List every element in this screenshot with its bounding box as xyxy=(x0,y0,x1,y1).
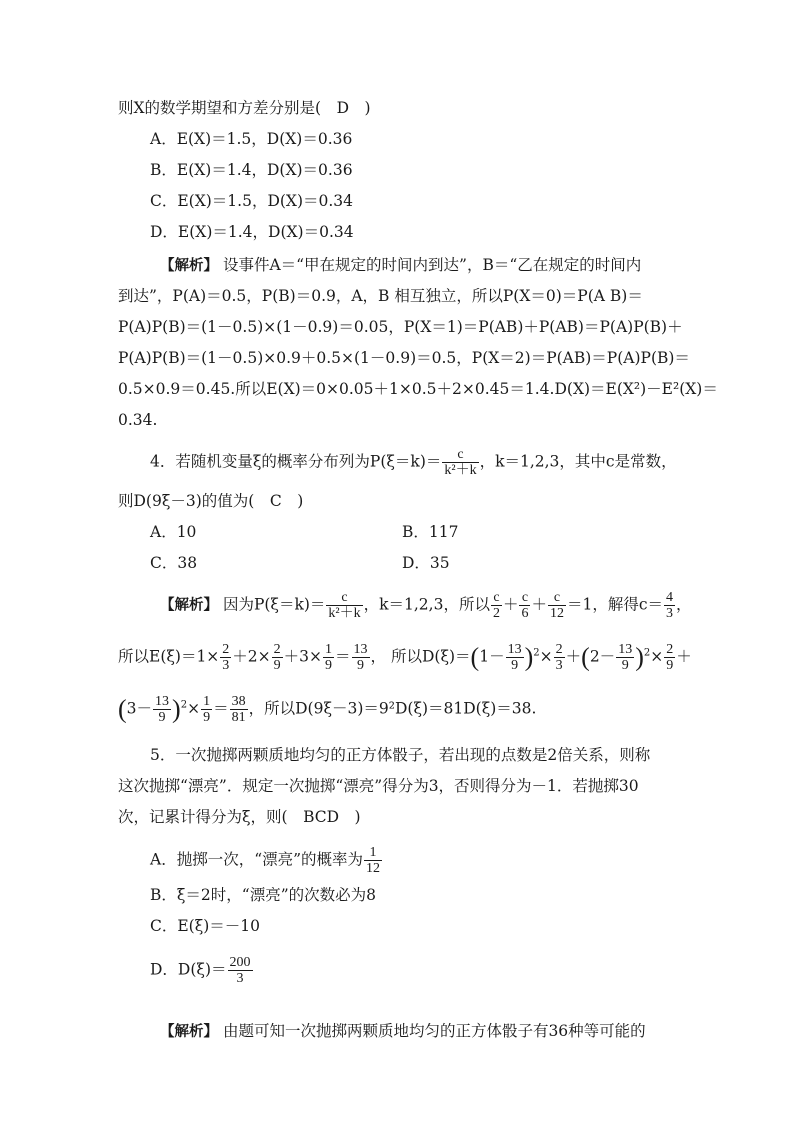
fraction: $\frac{c}{6}$ xyxy=(521,590,529,621)
q5-option-c: C．E(ξ)＝－10 xyxy=(150,917,261,935)
analysis-tag: 【解析】 xyxy=(160,597,218,614)
q5-analysis-line-1: 【解析】 由题可知一次抛掷两颗质地均匀的正方体骰子有36种等可能的 xyxy=(160,1022,646,1040)
analysis-tag: 【解析】 xyxy=(160,1024,218,1040)
q5-option-b: B．ξ＝2时，“漂亮”的次数必为8 xyxy=(150,886,376,904)
q3-analysis-line-5: 0.5×0.9＝0.45.所以E(X)＝0×0.05＋1×0.5＋2×0.45＝1.4.D(X)＝E(X²)－E²(X)＝ xyxy=(118,380,718,398)
q4-option-d: D．35 xyxy=(402,554,450,572)
q3-analysis-line-6: 0.34. xyxy=(118,411,158,429)
question-number: 5． xyxy=(150,746,176,764)
fraction: $\frac{c}{2}$ xyxy=(492,590,500,621)
fraction: $\frac{c}{\text{k²＋k}}$ xyxy=(444,447,477,478)
q5-option-d: D．D(ξ)＝ $\frac{200}{3}$ xyxy=(150,955,251,986)
q3-analysis-line-3: P(A)P(B)＝(1－0.5)×(1－0.9)＝0.05，P(X＝1)＝P(AB)＋P(AB)＝P(A)P(B)＋ xyxy=(118,318,683,336)
q4-option-a: A．10 xyxy=(150,523,197,541)
fraction: $\frac{c}{12}$ xyxy=(549,590,564,621)
fraction: $\frac{c}{\text{k²＋k}}$ xyxy=(328,590,361,621)
fraction: $\frac{200}{3}$ xyxy=(229,955,251,986)
q4-stem-line-1: 4．若随机变量ξ的概率分布列为P(ξ＝k)＝ $\frac{c}{\text{k²＋k}}$ ，k＝1,2,3，其中c是常数， xyxy=(150,447,677,478)
q5-stem-line-2: 这次抛掷“漂亮”．规定一次抛掷“漂亮”得分为3，否则得分为－1．若抛掷30 xyxy=(118,777,639,795)
q5-option-a: A．抛掷一次，“漂亮”的概率为 $\frac{1}{12}$ xyxy=(150,845,381,876)
q4-analysis-line-1: 【解析】 因为P(ξ＝k)＝ $\frac{c}{\text{k²＋k}}$ ，k＝1,2,3，所以 $\frac{c}{2}$ ＋ $\frac{c}{6}$ ＋ $\frac{c}{12}$ ＝1，解得c＝ $\frac{4}{3}$ ， xyxy=(160,590,692,621)
analysis-tag: 【解析】 xyxy=(160,258,218,274)
fraction: $\frac{4}{3}$ xyxy=(666,590,674,621)
q3-option-c: C．E(X)＝1.5，D(X)＝0.34 xyxy=(150,192,354,210)
q4-analysis-line-2: 所以E(ξ)＝1× $\frac{2}{3}$ ＋2× $\frac{2}{9}$ ＋3× $\frac{1}{9}$ ＝ $\frac{13}{9}$ ， 所以D(ξ)＝(1－ $\frac{13}{9}$ )$^2$× $\frac{2}{3}$ ＋(2－ $\frac{13}{9}$ )$^2$× $\frac{2}{9}$ ＋ xyxy=(118,642,692,673)
q4-stem-line-2: 则D(9ξ－3)的值为( C ) xyxy=(118,492,304,510)
q3-analysis-line-2: 到达”，P(A)＝0.5，P(B)＝0.9，A，B 相互独立，所以P(X＝0)＝P(A B)＝ xyxy=(118,287,643,305)
question-number: 4． xyxy=(150,452,176,471)
q5-stem-line-3: 次，记累计得分为ξ，则( BCD ) xyxy=(118,808,361,826)
q3-option-b: B．E(X)＝1.4，D(X)＝0.36 xyxy=(150,161,353,179)
q4-option-b: B．117 xyxy=(402,523,459,541)
q3-option-a: A．E(X)＝1.5，D(X)＝0.36 xyxy=(150,130,353,148)
q3-analysis-line-1: 【解析】 设事件A＝“甲在规定的时间内到达”，B＝“乙在规定的时间内 xyxy=(160,256,642,274)
q3-option-d: D．E(X)＝1.4，D(X)＝0.34 xyxy=(150,223,354,241)
q4-analysis-line-3: (3－ $\frac{13}{9}$ )$^2$× $\frac{1}{9}$ ＝ $\frac{38}{81}$ ，所以D(9ξ－3)＝9²D(ξ)＝81D(ξ)＝38. xyxy=(118,694,537,725)
q5-stem-line-1: 5．一次抛掷两颗质地均匀的正方体骰子，若出现的点数是2倍关系，则称 xyxy=(150,746,651,764)
q3-stem-tail: 则X的数学期望和方差分别是( D ) xyxy=(118,99,371,117)
fraction: $\frac{1}{12}$ xyxy=(366,845,381,876)
q4-option-c: C．38 xyxy=(150,554,198,572)
q3-analysis-line-4: P(A)P(B)＝(1－0.5)×0.9＋0.5×(1－0.9)＝0.5，P(X＝2)＝P(AB)＝P(A)P(B)＝ xyxy=(118,349,690,367)
